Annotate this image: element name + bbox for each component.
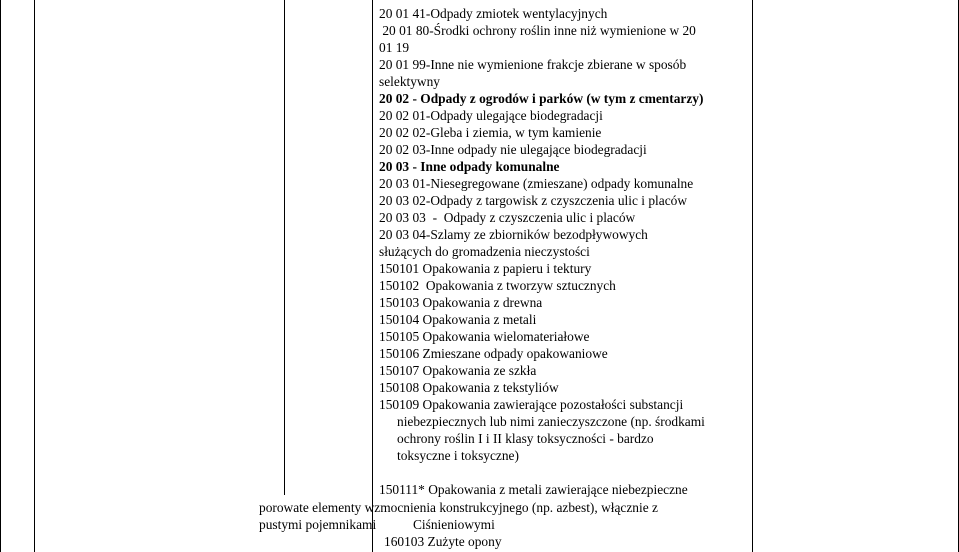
waste-code-list: [379, 5, 744, 498]
waste-code-item: niebezpiecznych lub nimi zanieczyszczone (np. środkami: [397, 414, 705, 429]
waste-code-item: 20 02 02-Gleba i ziemia, w tym kamienie: [379, 125, 602, 140]
waste-code-item: 150105 Opakowania wielomateriałowe: [379, 329, 590, 344]
waste-code-item: 150102 Opakowania z tworzyw sztucznych: [379, 278, 616, 293]
waste-code-item: 150103 Opakowania z drewna: [379, 295, 543, 310]
column-border-3: [372, 0, 373, 552]
waste-code-item: 20 03 04-Szlamy ze zbiorników bezodpływowych: [379, 227, 648, 242]
waste-code-item: 20 02 - Odpady z ogrodów i parków (w tym z cmentarzy): [379, 91, 704, 106]
waste-code-item: 20 03 03 - Odpady z czyszczenia ulic i placów: [379, 210, 636, 225]
table-border-left: [0, 0, 1, 552]
waste-code-item: 20 01 80-Środki ochrony roślin inne niż wymienione w 20: [379, 23, 696, 38]
waste-code-item: 150107 Opakowania ze szkła: [379, 363, 537, 378]
waste-code-item: służących do gromadzenia nieczystości: [379, 244, 590, 259]
waste-code-item: 20 02 03-Inne odpady nie ulegające biodegradacji: [379, 142, 647, 157]
waste-code-item: 20 01 99-Inne nie wymienione frakcje zbierane w sposób: [379, 57, 687, 72]
column-border-2: [284, 0, 285, 495]
waste-code-item: 20 03 - Inne odpady komunalne: [379, 159, 560, 174]
waste-code-item: 150111* Opakowania z metali zawierające niebezpieczne: [379, 482, 688, 497]
waste-code-item: 20 03 01-Niesegregowane (zmieszane) odpady komunalne: [379, 176, 694, 191]
waste-code-item: selektywny: [379, 74, 440, 89]
waste-code-item: 20 03 02-Odpady z targowisk z czyszczenia ulic i placów: [379, 193, 688, 208]
overflow-line-2: pustymi pojemnikami Ciśnieniowymi: [259, 517, 495, 532]
overflow-line-1: porowate elementy wzmocnienia konstrukcyjnego (np. azbest), włącznie z: [259, 500, 658, 515]
waste-code-item: 150106 Zmieszane odpady opakowaniowe: [379, 346, 608, 361]
waste-code-item: 01 19: [379, 40, 410, 55]
waste-code-item: 150104 Opakowania z metali: [379, 312, 537, 327]
column-border-4: [752, 0, 753, 552]
waste-code-item: 150109 Opakowania zawierające pozostałości substancji: [379, 397, 684, 412]
spacer: [379, 464, 744, 481]
waste-code-item: 150108 Opakowania z tekstyliów: [379, 380, 559, 395]
waste-code-item: 20 01 41-Odpady zmiotek wentylacyjnych: [379, 6, 608, 21]
waste-code-item: toksyczne i toksyczne): [397, 448, 519, 463]
waste-code-item: 20 02 01-Odpady ulegające biodegradacji: [379, 108, 603, 123]
waste-code-item: 150101 Opakowania z papieru i tektury: [379, 261, 592, 276]
column-border-1: [34, 0, 35, 552]
overflow-line-3: 160103 Zużyte opony: [384, 534, 502, 549]
waste-code-item: ochrony roślin I i II klasy toksyczności - bardzo: [397, 431, 654, 446]
